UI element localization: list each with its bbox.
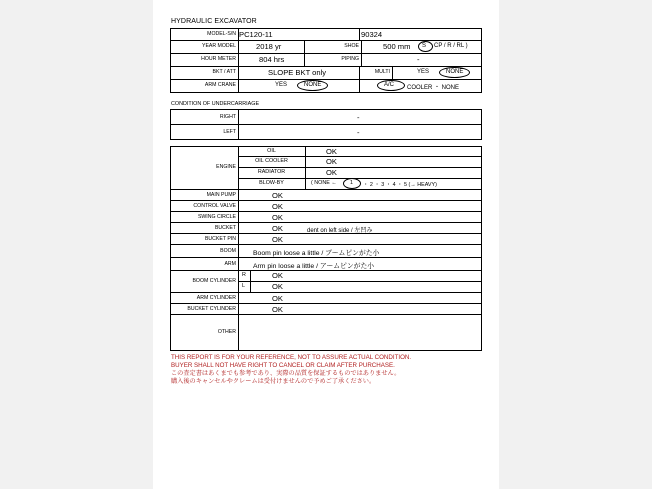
engine-radiator-label: RADIATOR	[257, 169, 286, 175]
main-pump-value: OK	[272, 191, 283, 200]
bucket-pin-value: OK	[272, 235, 283, 244]
shoe-options-rest: CP / R / RL )	[434, 43, 468, 49]
multi-none-option: NONE	[446, 69, 464, 75]
piping-label: PIPING	[341, 56, 359, 62]
arm-crane-yes-option: YES	[275, 82, 288, 88]
arm-cylinder-value: OK	[272, 294, 283, 303]
boom-note: Boom pin loose a little / ブームピンがた小	[253, 250, 380, 257]
bucket-cylinder-label: BUCKET CYLINDER	[187, 306, 236, 312]
engine-oil-cooler-label: OIL COOLER	[255, 158, 288, 164]
arm-note: Arm pin loose a little / アームピンがた小	[253, 263, 375, 270]
disclaimer-line-4: 購入後のキャンセルやクレームは受付けませんので予めご了承ください。	[171, 378, 376, 385]
bucket-cylinder-value: OK	[272, 305, 283, 314]
bucket-note: dent on left side / 左凹み	[307, 228, 373, 234]
year-label: YEAR MODEL	[201, 43, 236, 49]
boom-cylinder-l-label: L	[242, 283, 245, 289]
multi-yes-option: YES	[417, 69, 430, 75]
undercarriage-left-label: LEFT	[223, 129, 236, 135]
engine-oil-label: OIL	[267, 148, 276, 154]
model-value: PC120-11	[239, 30, 273, 39]
model-label: MODEL-S/N	[207, 31, 236, 37]
blowby-selected-level: 1	[350, 180, 353, 186]
boom-cylinder-r-value: OK	[272, 271, 283, 280]
engine-blowby-label: BLOW-BY	[259, 180, 284, 186]
undercarriage-left-value: -	[357, 128, 360, 137]
arm-crane-none-option: NONE	[304, 82, 322, 88]
bucket-pin-label: BUCKET PIN	[204, 236, 236, 242]
boom-cylinder-label: BOOM CYLINDER	[192, 278, 236, 284]
multi-label: MULTI	[374, 69, 390, 75]
bkt-att-label: BKT / ATT	[212, 69, 236, 75]
disclaimer-line-2: BUYER SHALL NOT HAVE RIGHT TO CANCEL OR CLAIM AFTER PURCHASE.	[171, 362, 395, 369]
disclaimer-line-1: THIS REPORT IS FOR YOUR REFERENCE, NOT TO ASSURE ACTUAL CONDITION.	[171, 354, 412, 361]
control-valve-value: OK	[272, 202, 283, 211]
ac-options-rest: COOLER ・ NONE	[407, 85, 460, 91]
hour-meter-label: HOUR METER	[201, 56, 236, 62]
serial-value: 90324	[361, 30, 383, 39]
year-value: 2018 yr	[256, 42, 282, 51]
engine-radiator-value: OK	[326, 168, 337, 177]
engine-oil-value: OK	[326, 147, 337, 156]
main-pump-label: MAIN PUMP	[206, 192, 236, 198]
shoe-value: 500 mm	[383, 42, 411, 51]
arm-cylinder-label: ARM CYLINDER	[196, 295, 236, 301]
bucket-label: BUCKET	[214, 225, 236, 231]
boom-cylinder-l-value: OK	[272, 282, 283, 291]
swing-circle-value: OK	[272, 213, 283, 222]
ac-option-selected: A/C	[384, 82, 395, 88]
boom-label: BOOM	[220, 248, 236, 254]
engine-label: ENGINE	[216, 164, 236, 170]
piping-value: -	[417, 55, 420, 64]
undercarriage-right-value: -	[357, 113, 360, 122]
hour-meter-value: 804 hrs	[259, 55, 285, 64]
boom-cylinder-r-label: R	[242, 272, 246, 278]
report-title: HYDRAULIC EXCAVATOR	[171, 18, 257, 25]
shoe-label: SHOE	[344, 43, 359, 49]
disclaimer-line-3: この査定書はあくまでも参考であり、実際の品質を保証するものではありません。	[171, 370, 401, 377]
undercarriage-right-label: RIGHT	[219, 114, 236, 120]
undercarriage-heading: CONDITION OF UNDERCARRIAGE	[171, 101, 260, 107]
arm-crane-label: ARM CRANE	[204, 82, 236, 88]
blowby-scale-prefix: ( NONE ←	[311, 180, 337, 186]
blowby-scale-rest: ・ 2 ・ 3 ・ 4 ・ 5 (→ HEAVY)	[363, 182, 437, 188]
bucket-value: OK	[272, 224, 283, 233]
control-valve-label: CONTROL VALVE	[193, 203, 236, 209]
arm-label: ARM	[224, 261, 236, 267]
bkt-att-value: SLOPE BKT only	[268, 68, 327, 77]
swing-circle-label: SWING CIRCLE	[197, 214, 236, 220]
shoe-option-selected: S	[422, 43, 427, 49]
other-label: OTHER	[217, 329, 236, 335]
engine-oil-cooler-value: OK	[326, 157, 337, 166]
